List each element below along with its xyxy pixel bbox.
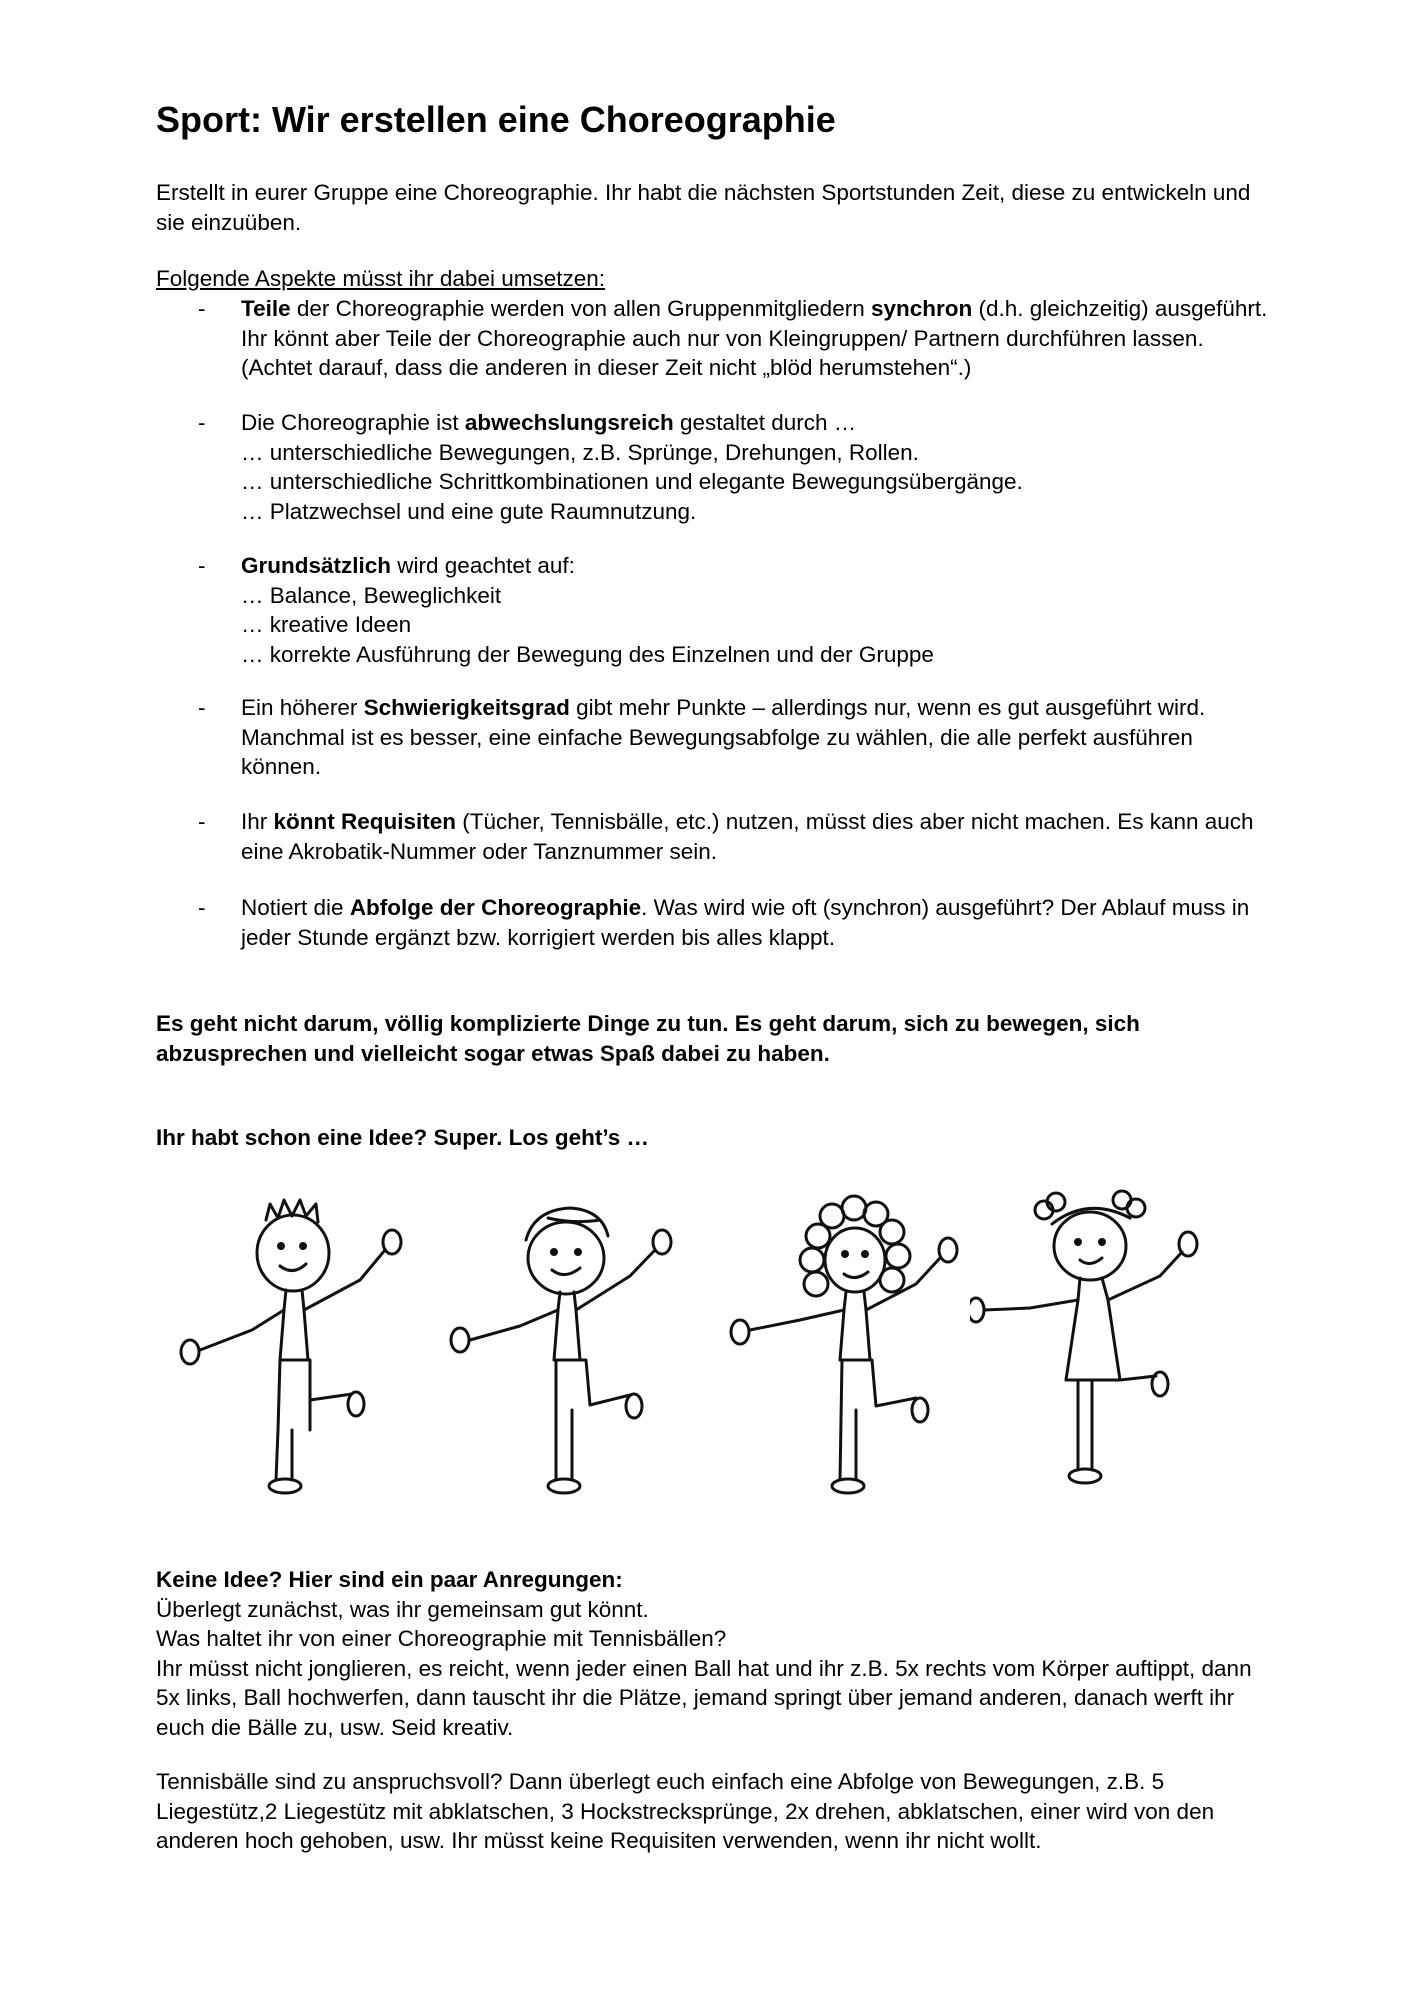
text-span: wird geachtet auf: <box>391 553 575 578</box>
aspect-item-3-text <box>241 551 1271 581</box>
text-span: der Choreographie werden von allen Gruppenmitgliedern <box>290 296 871 321</box>
emphasis-paragraph: Es geht nicht darum, völlig komplizierte Dinge zu tun. Es geht darum, sich zu bewegen, sich abzusprechen und vielleicht sogar etwas Spaß dabei zu haben. <box>156 1011 1140 1066</box>
dancing-girl-pigtails-icon <box>970 1180 1230 1520</box>
text-span: (d.h. gleichzeitig) ausgeführt. Ihr könnt aber Teile der Choreographie auch nur von Kleingruppen/ Partnern durchführen lassen. (Achtet darauf, dass die anderen in dieser Zeit nicht „blöd herumstehen“.) <box>241 296 1268 380</box>
sub-line: … korrekte Ausführung der Bewegung des Einzelnen und der Gruppe <box>241 641 934 667</box>
aspect-item-5-text <box>241 807 1271 866</box>
keyword-abwechslungsreich: abwechslungsreich <box>464 410 674 435</box>
aspect-item-1-text <box>241 294 1271 383</box>
sub-line: … unterschiedliche Schrittkombinationen und elegante Bewegungsübergänge. <box>241 469 1023 494</box>
bullet-dash: - <box>198 809 206 834</box>
aspect-item-1-body <box>241 294 1271 383</box>
dancing-girl-curly-hair-icon <box>720 1180 980 1520</box>
aspect-item-5-body <box>241 807 1271 866</box>
text-span: Notiert die <box>241 895 350 920</box>
sub-line: … kreative Ideen <box>241 612 412 637</box>
sub-line: … unterschiedliche Bewegungen, z.B. Sprünge, Drehungen, Rollen. <box>241 439 919 465</box>
keyword-grundsaetzlich: Grundsätzlich <box>241 553 392 578</box>
text-span: gestaltet durch … <box>673 410 857 435</box>
aspects-heading: Folgende Aspekte müsst ihr dabei umsetzen: <box>156 266 606 291</box>
dancing-boy-icon <box>440 1180 700 1520</box>
page-title: Sport: Wir erstellen eine Choreographie <box>156 99 836 140</box>
dancing-figures-illustration <box>160 1180 1220 1520</box>
ideas-line: Was haltet ihr von einer Choreographie mit Tennisbällen? <box>156 1626 727 1651</box>
text-span: (Tücher, Tennisbälle, etc.) nutzen, müsst dies aber nicht machen. Es kann auch eine Akrobatik-Nummer oder Tanznummer sein. <box>241 809 1254 864</box>
aspect-item-2-text <box>241 408 1271 438</box>
keyword-synchron: synchron <box>870 296 973 321</box>
ideas-section <box>156 1565 1276 1742</box>
aspect-item-3-body <box>241 551 1271 669</box>
text-span: Ihr <box>241 809 274 834</box>
bullet-dash: - <box>198 695 206 720</box>
sub-line: … Platzwechsel und eine gute Raumnutzung. <box>241 498 697 524</box>
intro-paragraph: Erstellt in eurer Gruppe eine Choreographie. Ihr habt die nächsten Sportstunden Zeit, diese zu entwickeln und sie einzuüben. <box>156 180 1251 235</box>
text-span: Die Choreographie ist <box>241 410 465 435</box>
bullet-dash: - <box>198 553 206 578</box>
aspect-item-4-body <box>241 693 1271 782</box>
aspect-item-2-body <box>241 408 1271 526</box>
text-span: Ein höherer <box>241 695 364 720</box>
aspect-item-4-text <box>241 693 1271 782</box>
aspect-item-6-body <box>241 893 1271 952</box>
ideas-line: Ihr müsst nicht jonglieren, es reicht, wenn jeder einen Ball hat und ihr z.B. 5x rechts vom Körper auftippt, dann 5x links, Ball hochwerfen, dann tauscht ihr die Plätze, jemand springt über jemand anderen, danach werft ihr euch die Bälle zu, usw. Seid kreativ. <box>156 1655 1252 1740</box>
ideas-line: Überlegt zunächst, was ihr gemeinsam gut könnt. <box>156 1596 649 1622</box>
bullet-dash: - <box>198 410 206 435</box>
aspect-item-6-text <box>241 893 1271 952</box>
text-span: gibt mehr Punkte – allerdings nur, wenn es gut ausgeführt wird. Manchmal ist es besser, eine einfache Bewegungsabfolge zu wählen, die alle perfekt ausführen können. <box>241 695 1206 779</box>
idea-line: Ihr habt schon eine Idee? Super. Los geht’s … <box>156 1125 650 1150</box>
bullet-dash: - <box>198 895 206 920</box>
dancing-boy-spiky-hair-icon <box>160 1180 420 1520</box>
keyword-abfolge: Abfolge der Choreographie <box>349 895 642 920</box>
ideas-heading: Keine Idee? Hier sind ein paar Anregungen: <box>156 1567 623 1592</box>
text-span: . Was wird wie oft (synchron) ausgeführt? Der Ablauf muss in jeder Stunde ergänzt bzw. korrigiert werden bis alles klappt. <box>241 895 1250 950</box>
tennis-paragraph: Tennisbälle sind zu anspruchsvoll? Dann überlegt euch einfach eine Abfolge von Bewegungen, z.B. 5 Liegestütz,2 Liegestütz mit abklatschen, 3 Hockstrecksprünge, 2x drehen, abklatschen, einer wird von den anderen hoch gehoben, usw. Ihr müsst keine Requisiten verwenden, wenn ihr nicht wollt. <box>156 1769 1215 1853</box>
keyword-teile: Teile <box>241 296 291 321</box>
keyword-schwierigkeitsgrad: Schwierigkeitsgrad <box>363 695 570 720</box>
bullet-dash: - <box>198 296 206 321</box>
sub-line: … Balance, Beweglichkeit <box>241 582 502 608</box>
keyword-requisiten: könnt Requisiten <box>273 809 457 834</box>
